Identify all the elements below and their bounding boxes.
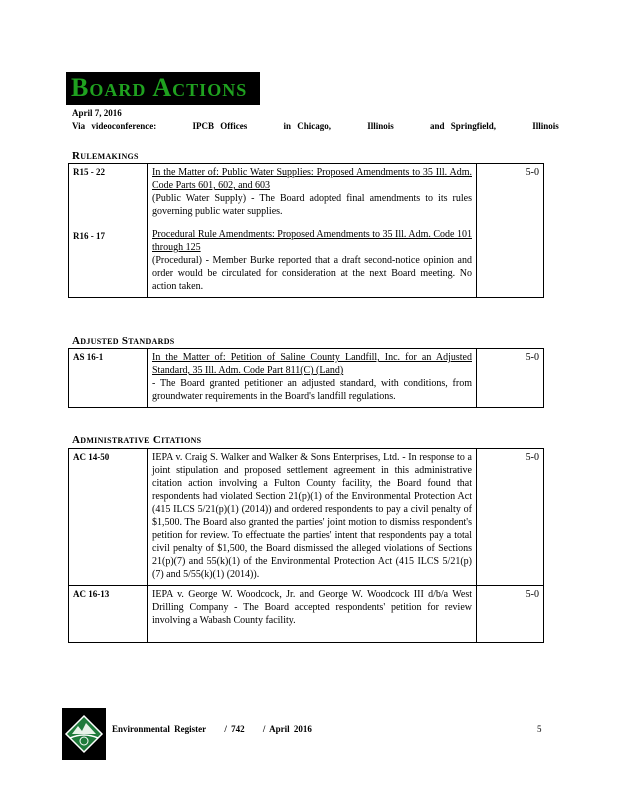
footer-publication [112,724,326,734]
issue-number: / 742 [224,724,245,734]
state2-label: Illinois [532,121,559,131]
issue-month: / April 2016 [262,724,312,734]
table-row [69,164,544,298]
administrative-citations-table [68,448,544,643]
section-title-rulemakings: Rulemakings [72,150,139,162]
case-summary: (Public Water Supply) - The Board adopted final amendments to its rules governing public water supplies. [152,193,472,217]
city1-label: in Chicago, [283,121,331,131]
docket-number: AC 16-13 [69,586,148,643]
case-summary: IEPA v. George W. Woodcock, Jr. and George W. Woodcock III d/b/a West Drilling Company - The Board accepted respondents' petition for review involving a Wabash County facility. [148,586,477,643]
case-summary: (Procedural) - Member Burke reported that a draft second-notice opinion and order would be circulated for consideration at the next Board meeting. No action taken. [152,255,472,292]
case-title: Procedural Rule Amendments: Proposed Amendments to 35 Ill. Adm. Code 101 through 125 [152,229,472,253]
case-summary: IEPA v. Craig S. Walker and Walker & Sons Enterprises, Ltd. - In response to a joint stipulation and proposed settlement agreement in this administrative citation action involving a Fulton County facility, the Board found that respondents had violated Section 21(p)(1) of the Environmental Protection Act (415 ILCS 5/21(p)(1) (2014)) and ordered respondents to pay a civil penalty of $1,500. The Board also granted the parties' joint motion to dismiss respondent's petition for review. To effectuate the parties' intent that respondents pay a total civil penalty of $1,500, the Board dismissed the alleged violations of Sections 21(p)(7) and 55(k)(1) of the Environmental Protection Act (415 ILCS 5/21(p)(7) and 5/55(k)(1) (2014)). [148,449,477,586]
vote-tally: 5-0 [525,167,539,178]
case-title: In the Matter of: Public Water Supplies: Proposed Amendments to 35 Ill. Adm. Code Parts 601, 602, and 603 [152,167,472,191]
offices-label: IPCB Offices [192,121,248,131]
table-row [69,449,544,586]
adjusted-standards-table [68,348,544,408]
section-title-administrative-citations: Administrative Citations [72,434,202,446]
table-row [69,586,544,643]
section-title-adjusted-standards: Adjusted Standards [72,335,175,347]
meeting-location [72,121,589,131]
via-label: Via videoconference: [72,121,157,131]
docket-number: R15 - 22 [73,167,105,177]
meeting-date: April 7, 2016 [72,108,122,118]
and-city2-label: and Springfield, [430,121,497,131]
case-summary: - The Board granted petitioner an adjusted standard, with conditions, from groundwater requirements in the Board's landfill regulations. [152,378,472,402]
vote-tally: 5-0 [477,449,544,586]
agency-logo-icon [62,708,106,760]
docket-number: R16 - 17 [73,231,105,241]
docket-number: AS 16-1 [69,349,148,408]
vote-tally: 5-0 [477,349,544,408]
publication-name: Environmental Register [112,724,207,734]
table-row [69,349,544,408]
page-number: 5 [537,724,542,734]
masthead-banner [66,72,260,105]
docket-number: AC 14-50 [69,449,148,586]
state1-label: Illinois [367,121,394,131]
masthead-title: Board Actions [71,73,248,102]
rulemakings-table [68,163,544,298]
vote-tally: 5-0 [477,586,544,643]
case-title: In the Matter of: Petition of Saline County Landfill, Inc. for an Adjusted Standard, 35 Ill. Adm. Code Part 811(C) (Land) [152,352,472,376]
